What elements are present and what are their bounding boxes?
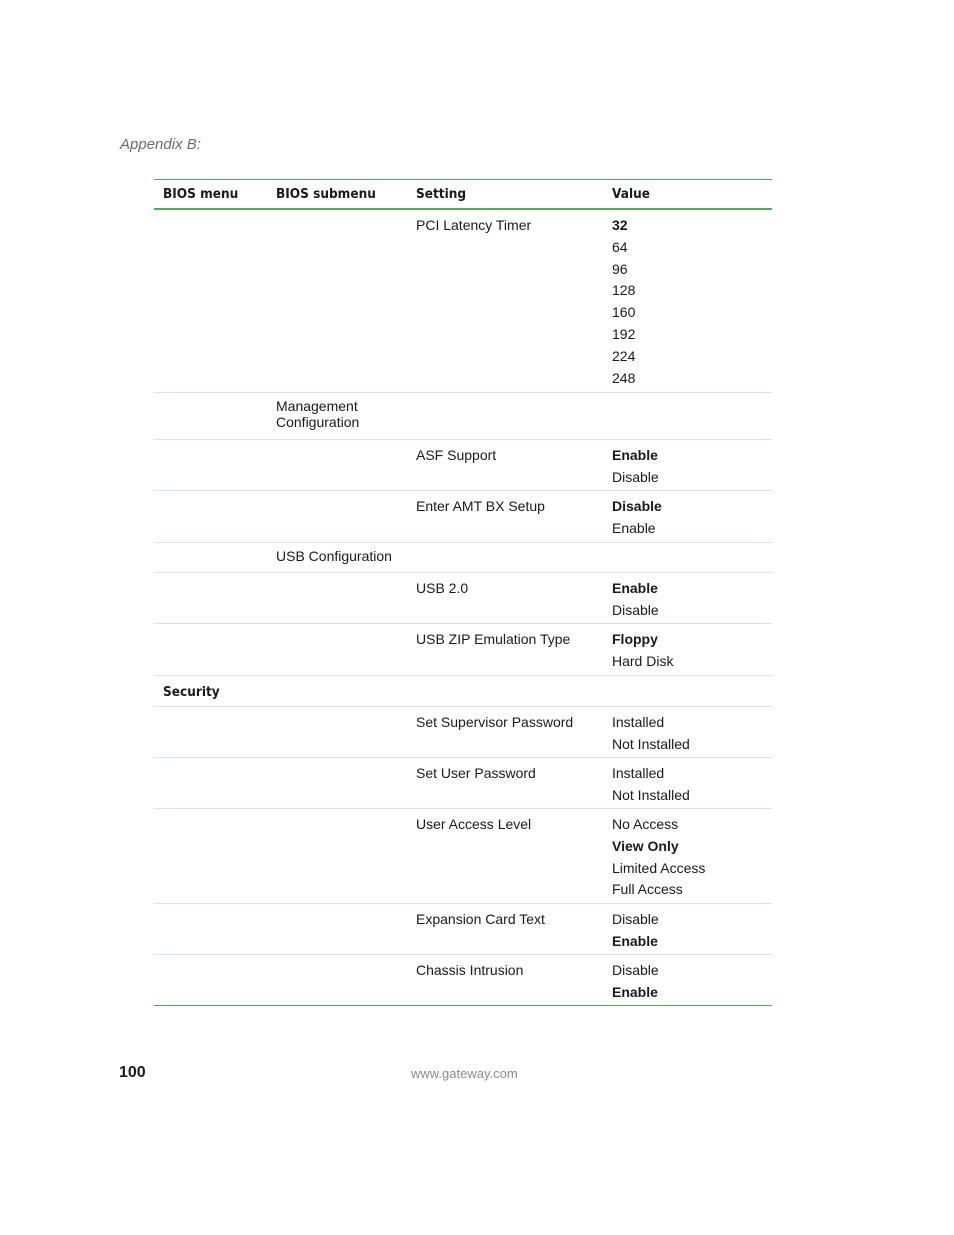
option-value: Installed xyxy=(612,714,665,730)
value-list xyxy=(612,445,659,489)
header-bios-submenu: BIOS submenu xyxy=(276,186,376,202)
value-list xyxy=(612,496,662,540)
header-bios-menu: BIOS menu xyxy=(163,186,239,202)
table-row xyxy=(154,543,772,573)
table-header xyxy=(154,179,772,210)
value-list xyxy=(612,814,705,901)
header-value: Value xyxy=(612,186,650,202)
page-number: 100 xyxy=(119,1064,146,1081)
value-list xyxy=(612,215,635,389)
option-value: Disable xyxy=(612,911,659,927)
value-list xyxy=(612,960,659,1004)
default-value: Enable xyxy=(612,983,658,1000)
option-value: Limited Access xyxy=(612,859,706,876)
table-row xyxy=(154,707,772,758)
value-list xyxy=(612,763,690,807)
option-value: Not Installed xyxy=(612,735,690,752)
setting-name: Set User Password xyxy=(416,765,536,781)
setting-name: USB ZIP Emulation Type xyxy=(416,631,571,647)
table-row xyxy=(154,440,772,491)
running-head: Appendix B: xyxy=(120,136,201,153)
option-value: Disable xyxy=(612,601,659,618)
footer-url: www.gateway.com xyxy=(411,1066,518,1081)
option-value: 64 xyxy=(612,238,628,255)
table-row xyxy=(154,676,772,707)
option-value: 224 xyxy=(612,347,636,364)
submenu-label: USB Configuration xyxy=(276,548,392,564)
section-heading: Security xyxy=(163,684,220,700)
table-row xyxy=(154,955,772,1006)
option-value: Full Access xyxy=(612,881,683,898)
table-row xyxy=(154,904,772,955)
setting-name: Enter AMT BX Setup xyxy=(416,498,545,514)
setting-name: Chassis Intrusion xyxy=(416,962,524,978)
setting-name: ASF Support xyxy=(416,447,497,463)
option-value: 128 xyxy=(612,282,636,299)
default-value: View Only xyxy=(612,837,679,854)
default-value: Enable xyxy=(612,447,658,463)
option-value: Installed xyxy=(612,765,665,781)
setting-name: User Access Level xyxy=(416,816,532,832)
table-row xyxy=(154,809,772,904)
table-body xyxy=(154,210,772,1006)
bios-settings-table xyxy=(154,179,772,1006)
option-value: 192 xyxy=(612,325,636,342)
value-list xyxy=(612,578,659,622)
table-row xyxy=(154,393,772,440)
table-row xyxy=(154,210,772,393)
option-value: Disable xyxy=(612,468,659,485)
submenu-label: Management Configuration xyxy=(276,398,360,430)
option-value: Hard Disk xyxy=(612,652,674,669)
setting-name: Set Supervisor Password xyxy=(416,714,574,730)
value-list xyxy=(612,909,659,953)
value-list xyxy=(612,629,673,673)
default-value: 32 xyxy=(612,217,628,233)
option-value: 248 xyxy=(612,369,636,386)
option-value: No Access xyxy=(612,816,679,832)
table-row xyxy=(154,624,772,676)
value-list xyxy=(612,712,690,756)
setting-name: Expansion Card Text xyxy=(416,911,545,927)
option-value: 160 xyxy=(612,304,636,321)
option-value: Not Installed xyxy=(612,786,690,803)
header-setting: Setting xyxy=(416,186,467,202)
default-value: Floppy xyxy=(612,631,658,647)
option-value: Disable xyxy=(612,962,659,978)
table-row xyxy=(154,573,772,624)
table-row xyxy=(154,758,772,809)
option-value: Enable xyxy=(612,519,656,536)
default-value: Disable xyxy=(612,498,662,514)
default-value: Enable xyxy=(612,580,658,596)
setting-name: PCI Latency Timer xyxy=(416,217,532,233)
setting-name: USB 2.0 xyxy=(416,580,469,596)
table-row xyxy=(154,491,772,543)
default-value: Enable xyxy=(612,932,658,949)
option-value: 96 xyxy=(612,260,628,277)
